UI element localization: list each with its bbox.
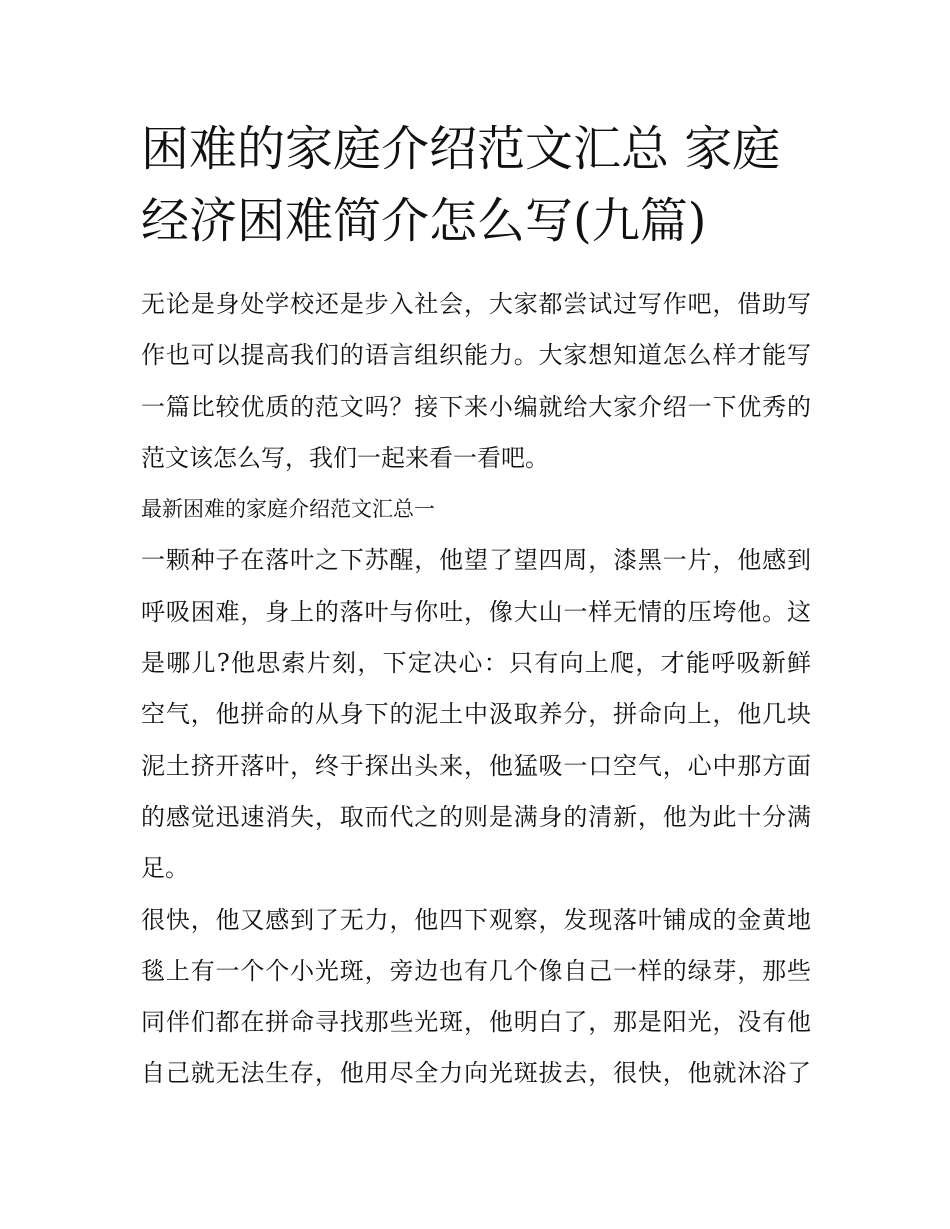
section-heading: 最新困难的家庭介绍范文汇总一 (141, 497, 435, 522)
text-line: 一颗种子在落叶之下苏醒，他望了望四周，漆黑一片，他感到 (141, 546, 811, 575)
document-title (141, 113, 811, 257)
text-line: 范文该怎么写，我们一起来看一看吧。 (141, 443, 549, 472)
text-line: 足。 (141, 854, 189, 883)
text-line: 无论是身处学校还是步入社会，大家都尝试过写作吧，借助写 (141, 290, 811, 318)
title-line: 困难的家庭介绍范文汇总 家庭 (141, 121, 781, 177)
text-line: 自己就无法生存，他用尽全力向光斑拔去，很快，他就沐浴了 (141, 1059, 811, 1088)
text-line: 空气，他拼命的从身下的泥土中汲取养分，拼命向上，他几块 (141, 700, 811, 729)
intro-paragraph (141, 279, 811, 484)
text-line: 的感觉迅速消失，取而代之的则是满身的清新，他为此十分满 (141, 802, 811, 831)
body-paragraph-1 (141, 535, 811, 894)
body-paragraph-2 (141, 895, 811, 1100)
title-line: 经济困难简介怎么写(九篇) (141, 193, 707, 249)
document-content (141, 113, 811, 1100)
text-line: 毯上有一个个小光斑，旁边也有几个像自己一样的绿芽，那些 (141, 956, 811, 985)
text-line: 一篇比较优质的范文吗？接下来小编就给大家介绍一下优秀的 (141, 392, 811, 421)
text-line: 很快，他又感到了无力，他四下观察，发现落叶铺成的金黄地 (141, 905, 811, 934)
text-line: 同伴们都在拼命寻找那些光斑，他明白了，那是阳光，没有他 (141, 1008, 811, 1037)
text-line: 泥土挤开落叶，终于探出头来，他猛吸一口空气，心中那方面 (141, 751, 811, 780)
text-line: 呼吸困难，身上的落叶与你吐，像大山一样无情的压垮他。这 (141, 597, 811, 626)
text-line: 是哪儿?他思索片刻，下定决心：只有向上爬，才能呼吸新鲜 (141, 649, 811, 678)
text-line: 作也可以提高我们的语言组织能力。大家想知道怎么样才能写 (141, 341, 811, 370)
